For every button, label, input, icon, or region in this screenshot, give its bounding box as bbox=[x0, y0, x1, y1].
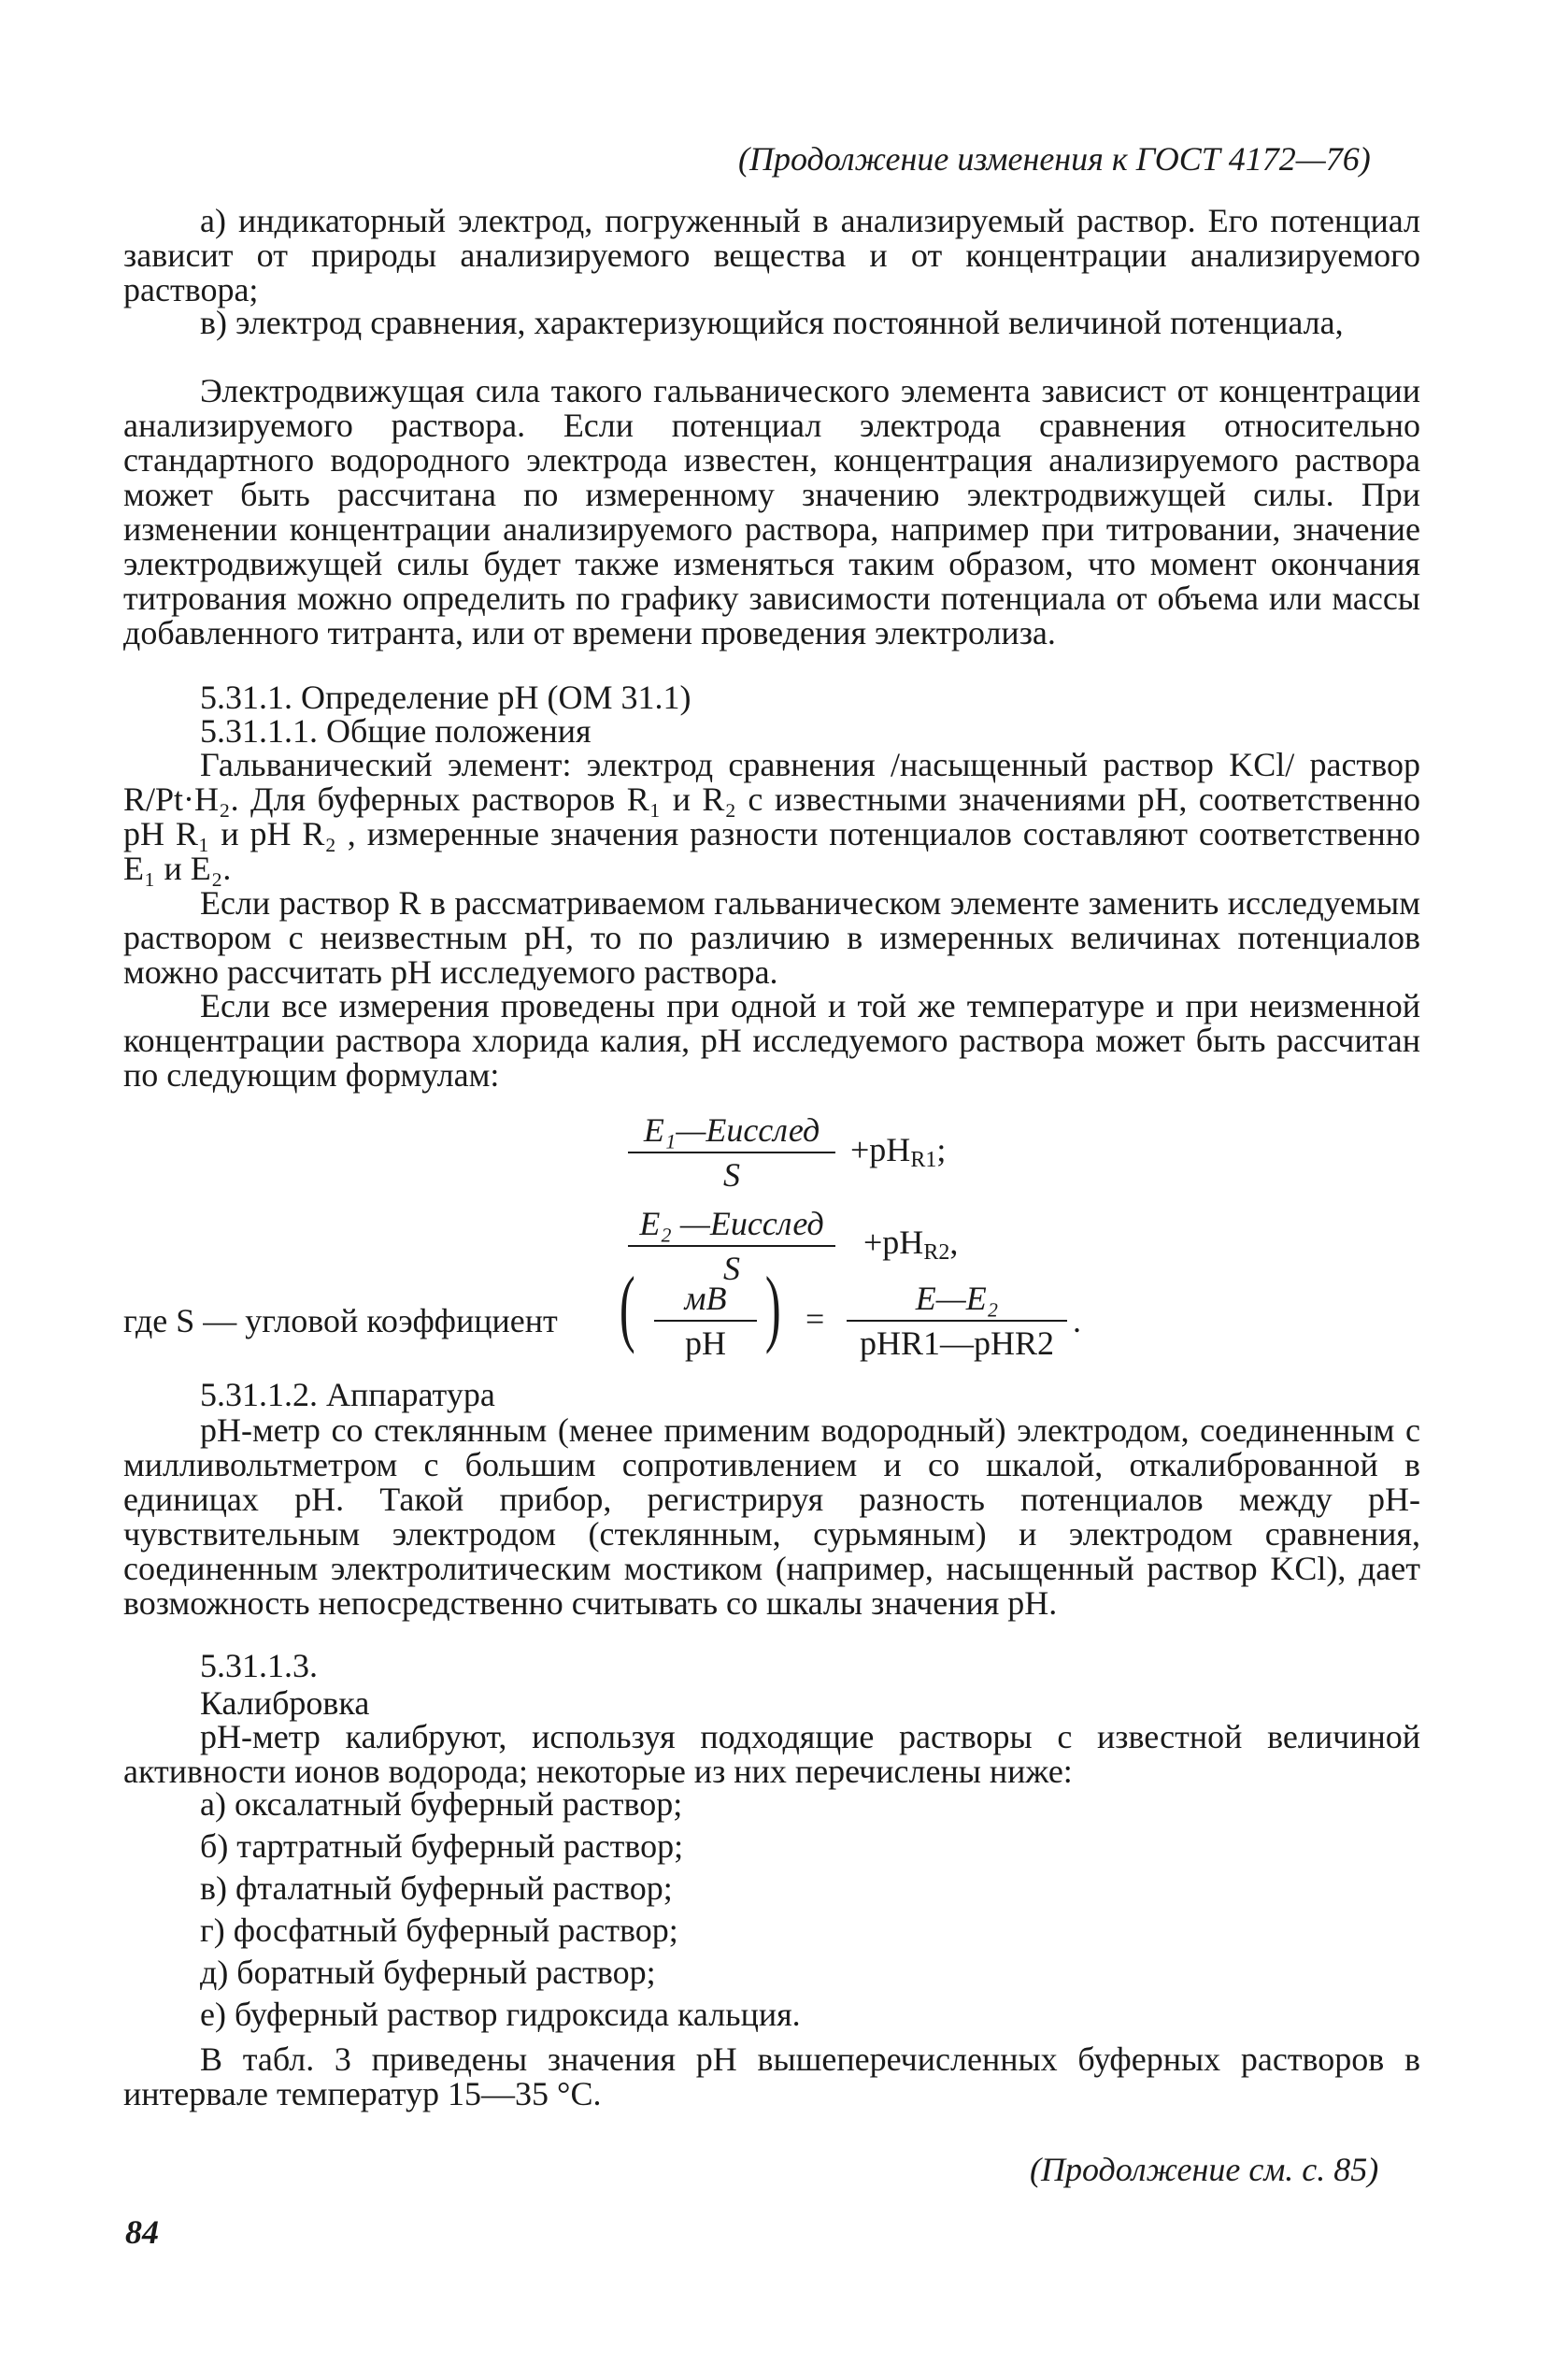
list-item: б) тартратный буферный раствор; bbox=[200, 1827, 684, 1865]
formula-1-tail: $+pH_{R1}$; bbox=[850, 1131, 947, 1172]
left-parenthesis: ( bbox=[619, 1259, 635, 1354]
slope-unit-numerator: мВ bbox=[684, 1280, 727, 1317]
paragraph-formulas-intro: Если все измерения проведены при одной и той же температуре и при неизменной концентрации раствора хлорида калия, рН исследуемого раствора может быть рассчитан по следующим формулам: bbox=[123, 987, 1420, 1094]
formula-2-tail: $+pH_{R2}$, bbox=[863, 1224, 959, 1265]
slope-value-fraction bbox=[847, 1279, 1067, 1363]
paragraph-emf: Электродвижущая сила такого гальванического элемента зависист от концентрации анализируемого раствора. Если потенциал электрода сравнения относительно стандартного водородного электрода известен, концентрация анализируемого раствора может быть рассчитана по измеренному значению электродвижущей силы. При изменении концентрации анализируемого раствора, например при титровании, значение электродвижущей силы будет также изменяться таким образом, что момент окончания титрования можно определить по графику зависимости потенциала от объема или массы добавленного титранта, или от времени проведения электролиза. bbox=[123, 372, 1420, 651]
slope-equals: = bbox=[805, 1300, 825, 1338]
paragraph-item-v: в) электрод сравнения, характеризующийся постоянной величиной потенциала, bbox=[200, 304, 1344, 341]
slope-definition-prefix: где S — угловой коэффициент bbox=[123, 1302, 558, 1339]
formula-2-numerator: E₂ —Eисслед bbox=[639, 1205, 824, 1242]
section-heading-5-31-1-1: 5.31.1.1. Общие положения bbox=[200, 712, 592, 750]
header-continuation: (Продолжение изменения к ГОСТ 4172—76) bbox=[738, 140, 1371, 178]
slope-value-denominator: pHR1—pHR2 bbox=[847, 1320, 1067, 1363]
calibration-heading: Калибровка bbox=[200, 1684, 370, 1722]
paragraph-galvanic: Гальванический элемент: электрод сравнения /насыщенный раствор KCl/ раствор R/Pt·H₂. Для буферных растворов R₁ и R₂ с известными значениями рН, соответственно pH R₁ и pH R₂ , измеренные значения разности потенциалов составляют соответственно E₁ и E₂. bbox=[123, 746, 1420, 887]
slope-value-numerator: E—E₂ bbox=[915, 1280, 999, 1317]
paragraph-calibration: рН-метр калибруют, используя подходящие растворы с известной величиной активности ионов водорода; некоторые из них перечислены ниже: bbox=[123, 1718, 1420, 1790]
section-heading-5-31-1-2: 5.31.1.2. Аппаратура bbox=[200, 1376, 495, 1413]
formula-1-numerator: E₁—Eисслед bbox=[643, 1111, 820, 1149]
formula-1-fraction bbox=[628, 1110, 835, 1195]
formula-2-denominator: S bbox=[628, 1245, 835, 1288]
formula-1-denominator: S bbox=[628, 1152, 835, 1195]
section-heading-5-31-1: 5.31.1. Определение рН (ОМ 31.1) bbox=[200, 679, 691, 716]
footer-continuation: (Продолжение см. с. 85) bbox=[1030, 2151, 1379, 2188]
paragraph-replace: Если раствор R в рассматриваемом гальваническом элементе заменить исследуемым раствором с неизвестным рН, то по различию в измеренных величинах потенциалов можно рассчитать рН исследуемого раствора. bbox=[123, 884, 1420, 991]
list-item: в) фталатный буферный раствор; bbox=[200, 1869, 673, 1907]
section-heading-5-31-1-3: 5.31.1.3. bbox=[200, 1647, 318, 1684]
paragraph-item-a: а) индикаторный электрод, погруженный в анализируемый раствор. Его потенциал зависит от природы анализируемого вещества и от концентрации анализируемого раствора; bbox=[123, 202, 1420, 308]
right-parenthesis: ) bbox=[764, 1259, 781, 1354]
page-number: 84 bbox=[125, 2213, 159, 2251]
list-item: д) боратный буферный раствор; bbox=[200, 1954, 656, 1991]
formula-2-fraction bbox=[628, 1204, 835, 1288]
paragraph-apparatus: рН-метр со стеклянным (менее применим водородный) электродом, соединенным с милливольтметром с большим сопротивлением и со шкалой, откалиброванной в единицах рН. Такой прибор, регистрируя разность потенциалов между рН-чувствительным электродом (стеклянным, сурьмяным) и электродом сравнения, соединенным электролитическим мостиком (например, насыщенный раствор KCl), дает возможность непосредственно считывать со шкалы значения рН. bbox=[123, 1411, 1420, 1622]
list-item: е) буферный раствор гидроксида кальция. bbox=[200, 1996, 801, 2033]
list-item: г) фосфатный буферный раствор; bbox=[200, 1911, 678, 1949]
paragraph-table-reference: В табл. 3 приведены значения рН вышеперечисленных буферных растворов в интервале температур 15—35 °С. bbox=[123, 2040, 1420, 2112]
list-item: а) оксалатный буферный раствор; bbox=[200, 1785, 683, 1823]
slope-unit-fraction bbox=[654, 1279, 757, 1363]
slope-end-period: . bbox=[1073, 1302, 1081, 1339]
slope-unit-denominator: pH bbox=[654, 1320, 757, 1363]
